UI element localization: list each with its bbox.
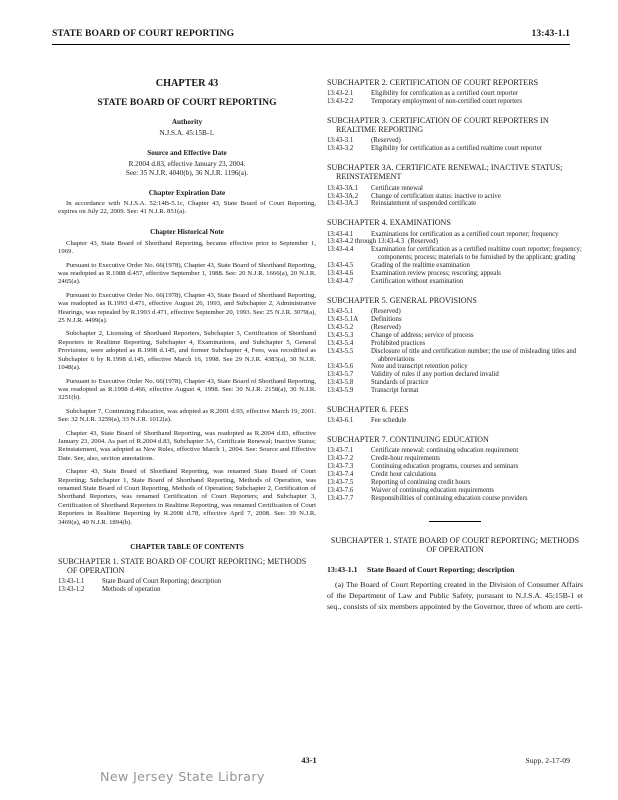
toc-entry-title: Disclosure of title and certification number; the use of misleading titles and abbreviations (371, 347, 577, 363)
toc-entry-title: Validity of rules if any portion declared invalid (371, 371, 499, 379)
toc-entry-title: Certificate renewal: continuing education requirement (371, 447, 519, 455)
toc-entry-title: (Reserved) (408, 238, 438, 246)
toc-entry-title: State Board of Court Reporting; description (102, 578, 222, 586)
toc-entry[interactable] (327, 471, 583, 479)
toc-entry-number: 13:43-3.2 (327, 145, 354, 153)
chapter-number: CHAPTER 43 (155, 78, 219, 89)
toc-entry-number: 13:43-6.1 (327, 417, 354, 425)
history-paragraph: Pursuant to Executive Order No. 66(1978), Chapter 43, State Board of Shorthand Reporting, was readopted as R.1998 d.466, effective August 4, 1998. See: 30 N.J.R. 2158(a), 30 N.J.R. 3251(b). (58, 377, 316, 402)
toc-group (327, 163, 583, 208)
toc-subchapter-title: SUBCHAPTER 3. CERTIFICATION OF COURT REPORTERS IN REALTIME REPORTING (327, 116, 549, 135)
section-title: State Board of Court Reporting; description (367, 565, 515, 575)
toc-group (327, 296, 583, 395)
expiration-heading: Chapter Expiration Date (148, 189, 226, 197)
toc-entry[interactable] (327, 371, 583, 379)
toc-entry-number: 13:43-3A.3 (327, 200, 359, 208)
toc-subchapter-title: SUBCHAPTER 1. STATE BOARD OF COURT REPORTING; METHODS OF OPERATION (58, 557, 307, 576)
toc-entry-title: (Reserved) (371, 308, 401, 316)
toc-entry-title: Change of certification status: inactive to active (371, 192, 501, 200)
toc-entry-number: 13:43-5.6 (327, 363, 354, 371)
toc-entry-number: 13:43-7.2 (327, 455, 354, 463)
authority-heading: Authority (171, 118, 203, 126)
toc-entry-number: 13:43-5.4 (327, 339, 354, 347)
toc-heading: CHAPTER TABLE OF CONTENTS (130, 543, 244, 551)
toc-subchapter-title: SUBCHAPTER 6. FEES (327, 405, 409, 415)
toc-entry-number: 13:43-4.6 (327, 270, 354, 278)
history-heading: Chapter Historical Note (150, 227, 224, 236)
toc-continued (327, 78, 583, 503)
history-paragraph: Subchapter 2, Licensing of Shorthand Reporters, Subchapter 3, Certification of Shorthand Reporters in Realtime Reporting, Subchapter 4, Examinations, and Subchapter 5, General Provisions, were adopted as R.1998 d.145, and former Subchapter 4, Fees, was recodified as Subchapter 6 by R.1998 d.145, effective March 16, 1998. See 29 N.J.R. 4383(a), 30 N.J.R. 1048(a). (58, 330, 316, 372)
toc-entry-number: 13:43-3A.2 (327, 192, 359, 200)
toc-entry[interactable] (327, 463, 583, 471)
expiration-text: In accordance with N.J.S.A. 52:14B-5.1c, Chapter 43, State Board of Court Reporting, expires on July 22, 2009. See: 41 N.J.R. 851(a). (58, 200, 316, 216)
history-paragraph: Chapter 43, State Board of Shorthand Reporting, was readopted as R.2004 d.83, effective January 23, 2004. As part of R.2004 d.83, Subchapter 3A, Certificate Renewal; Inactive Status; Reinstatement, was adopted as New Rules, effective March 1, 2004. See: Source and Effective Date. See, also, section annotations. (58, 429, 316, 462)
toc-entry-number: 13:43-5.5 (327, 347, 354, 355)
section-number: 13:43-1.1 (327, 565, 358, 575)
running-header (52, 28, 570, 39)
toc-entry[interactable] (327, 308, 583, 316)
supplement-date: Supp. 2-17-09 (525, 756, 570, 765)
toc-entry-number: 13:43-4.4 (327, 246, 354, 254)
toc-entry-number: 13:43-4.1 (327, 230, 354, 238)
header-rule (52, 44, 570, 45)
toc-entry-number: 13:43-4.5 (327, 262, 354, 270)
section-separator (429, 521, 481, 522)
toc-entry[interactable] (327, 262, 583, 270)
authority-text: N.J.S.A. 45:15B-1. (159, 129, 215, 137)
toc-entry[interactable] (327, 455, 583, 463)
toc-entry-title: Reinstatement of suspended certificate (371, 200, 477, 208)
toc-entry[interactable] (327, 340, 583, 348)
header-section-number: 13:43-1.1 (531, 28, 570, 39)
toc-group (327, 405, 583, 425)
chapter-title: STATE BOARD OF COURT REPORTING (97, 97, 277, 108)
toc-entry[interactable] (327, 185, 583, 193)
page-number: 43-1 (301, 756, 317, 765)
toc-entry[interactable] (58, 578, 316, 586)
toc-entry-number: 13:43-7.3 (327, 463, 354, 471)
history-paragraphs (58, 240, 316, 527)
toc-entry[interactable] (327, 487, 583, 495)
toc-entry[interactable] (327, 231, 583, 239)
toc-entry[interactable] (327, 417, 583, 425)
history-paragraph: Chapter 43, State Board of Shorthand Reporting, was renamed State Board of Court Reporting; Subchapter 1, State Board of Shorthand Reporting, Methods of Operation, was renamed State Board of Court Reporting, Methods of Operation; Subchapter 2, Certification of Shorthand Reporters, was renamed Certification of Court Reporters; and Subchapter 3, Certification of Shorthand Reporters in Realtime Reporting, was renamed Certification of Court Reporters in Realtime Reporting by R.2008 d.78, effective April 7, 2008. See: 39 N.J.R. 3469(a), 40 N.J.R. 1894(b). (58, 468, 316, 526)
toc-entry[interactable] (327, 332, 583, 340)
toc-entry[interactable] (327, 137, 583, 145)
toc-entry-title: Temporary employment of non-certified court reporters (371, 98, 523, 106)
toc-subchapter-title: SUBCHAPTER 3A. CERTIFICATE RENEWAL; INACTIVE STATUS; REINSTATEMENT (327, 163, 563, 182)
toc-entry[interactable] (327, 238, 583, 246)
toc-entry[interactable] (327, 193, 583, 201)
history-paragraph: Pursuant to Executive Order No. 66(1978), Chapter 43, State Board of Shorthand Reporting, was readopted as R.1993 d.471, effective August 26, 1993, and Subchapter 2, Administrative Hearings, was repealed by R.1993 d.471, effective September 20, 1993. See: 25 N.J.R. 3079(a), 25 N.J.R. 4499(a). (58, 291, 316, 325)
toc-entry[interactable] (327, 324, 583, 332)
toc-entry[interactable] (327, 98, 583, 106)
toc-subchapter-title: SUBCHAPTER 5. GENERAL PROVISIONS (327, 295, 477, 305)
toc-entry-number: 13:43-3.1 (327, 137, 354, 145)
toc-entry-number: 13:43-1.2 (58, 586, 85, 594)
toc-entry-number: 13:43-4.7 (327, 278, 354, 285)
toc-group (327, 78, 583, 106)
toc-entry-number: 13:43-2.1 (327, 90, 354, 98)
left-column (58, 78, 316, 604)
toc-entry[interactable] (58, 586, 316, 594)
subchapter-1-title: SUBCHAPTER 1. STATE BOARD OF COURT REPORTING; METHODS OF OPERATION (330, 535, 580, 554)
toc-entry-title: Transcript format (371, 387, 419, 395)
toc-group (327, 218, 583, 286)
history-paragraph: Chapter 43, State Board of Shorthand Reporting, became effective prior to September 1, 1969. (58, 239, 316, 256)
toc-entry-number: 13:43-5.3 (327, 331, 354, 339)
history-paragraph: Pursuant to Executive Order No. 66(1978), Chapter 43, State Board of Shorthand Reporting, was readopted as R.1988 d.457, effective September 1, 1988. See: 20 N.J.R. 1666(a), 20 N.J.R. 2465(a). (58, 261, 316, 286)
toc-entry-title: (Reserved) (371, 137, 401, 145)
section-body: (a) The Board of Court Reporting created in the Division of Consumer Affairs of the Department of Law and Public Safety, pursuant to N.J.S.A. 45:15B-1 et seq., consists of six members appointed by the Governor, three of whom are certi- (327, 580, 583, 612)
toc-entry[interactable] (327, 479, 583, 487)
toc-entry-title: Examinations for certification as a certified court reporter; frequency (371, 230, 559, 238)
toc-entry-title: Eligibility for certification as a certified realtime court reporter (371, 145, 542, 153)
toc-group (327, 435, 583, 503)
right-column (327, 78, 583, 612)
toc-entry[interactable] (327, 270, 583, 278)
header-title: STATE BOARD OF COURT REPORTING (52, 28, 235, 39)
toc-entry[interactable] (327, 90, 583, 98)
toc-entry-title: Credit hour calculations (371, 471, 437, 479)
toc-entry[interactable] (327, 447, 583, 455)
toc-subchapter-title: SUBCHAPTER 7. CONTINUING EDUCATION (327, 435, 489, 445)
toc-entry[interactable] (327, 316, 583, 324)
library-stamp: New Jersey State Library (100, 769, 265, 784)
toc-subchapter-title: SUBCHAPTER 2. CERTIFICATION OF COURT REPORTERS (327, 78, 539, 87)
toc-entry[interactable] (327, 387, 583, 395)
toc-entry-number: 13:43-7.5 (327, 479, 354, 487)
toc-entry-title: Certificate renewal (371, 184, 423, 192)
toc-entry[interactable] (327, 200, 583, 208)
toc-entry-number: 13:43-5.1A (327, 316, 359, 324)
toc-entry-title: Continuing education programs, courses and seminars (371, 463, 519, 471)
toc-entry-number: 13:43-5.9 (327, 387, 354, 395)
toc-entry-number: 13:43-5.8 (327, 379, 354, 387)
toc-entry-number: 13:43-7.4 (327, 471, 354, 479)
toc-entry[interactable] (327, 145, 583, 153)
toc-entry-title: Note and transcript retention policy (371, 363, 468, 371)
source-text (58, 160, 316, 178)
toc-entry[interactable] (327, 363, 583, 371)
toc-entry-title: Definitions (371, 316, 402, 324)
toc-entry-title: Examination review process; rescoring; appeals (371, 270, 501, 278)
toc-entry[interactable] (327, 348, 583, 364)
toc-group (327, 116, 583, 153)
toc-entry-number: 13:43-7.7 (327, 494, 354, 502)
toc-subchapter-title: SUBCHAPTER 4. EXAMINATIONS (327, 218, 451, 228)
toc-entry-number: 13:43-5.1 (327, 308, 354, 316)
toc-entry[interactable] (327, 495, 583, 503)
toc-entry-number: 13:43-4.2 through 13:43-4.3 (327, 238, 405, 246)
source-line: See: 35 N.J.R. 4040(b), 36 N.J.R. 1196(a). (125, 169, 249, 177)
toc-entry-title: Change of address; service of process (371, 331, 474, 339)
toc-entry-title: Examination for certification as a certified realtime court reporter; frequency; components; process; materials to be furnished by the applicant; grading (371, 246, 582, 262)
toc-entry[interactable] (327, 246, 583, 262)
toc-entry-title: Reporting of continuing credit hours (371, 479, 471, 487)
source-line: R.2004 d.83, effective January 23, 2004. (128, 160, 246, 168)
source-heading: Source and Effective Date (147, 149, 227, 157)
toc-entry-title: Prohibited practices (371, 339, 426, 347)
toc-entry-number: 13:43-3A.1 (327, 184, 359, 192)
toc-entry-title: Credit-hour requirements (371, 455, 440, 463)
toc-entry-number: 13:43-2.2 (327, 98, 354, 106)
toc-entry-title: Waiver of continuing education requirements (371, 486, 494, 494)
toc-group (58, 557, 316, 594)
history-paragraph: Subchapter 7, Continuing Education, was adopted as R.2001 d.93, effective March 19, 2001. See: 32 N.J.R. 3259(a), 33 N.J.R. 1012(a). (58, 407, 316, 424)
toc-entry-title: Responsibilities of continuing education course providers (371, 494, 528, 502)
toc-entry-title: Eligibility for certification as a certified court reporter (371, 90, 519, 98)
section-heading (327, 565, 583, 574)
toc-entry-title: Methods of operation (102, 586, 161, 594)
toc-entry-number: 13:43-7.6 (327, 486, 354, 494)
toc-entry-number: 13:43-1.1 (58, 578, 85, 586)
toc-entry-number: 13:43-5.7 (327, 371, 354, 379)
toc-entry-title: Certification without examination (371, 278, 464, 285)
toc-entry-title: Grading of the realtime examination (371, 262, 470, 270)
toc-entry-number: 13:43-5.2 (327, 323, 354, 331)
toc-entry[interactable] (327, 379, 583, 387)
toc-entry-title: Standards of practice (371, 379, 429, 387)
toc-entry-number: 13:43-7.1 (327, 447, 354, 455)
toc-entry[interactable] (327, 278, 583, 286)
toc-entry-title: Fee schedule (371, 417, 407, 425)
toc-entry-title: (Reserved) (371, 323, 401, 331)
